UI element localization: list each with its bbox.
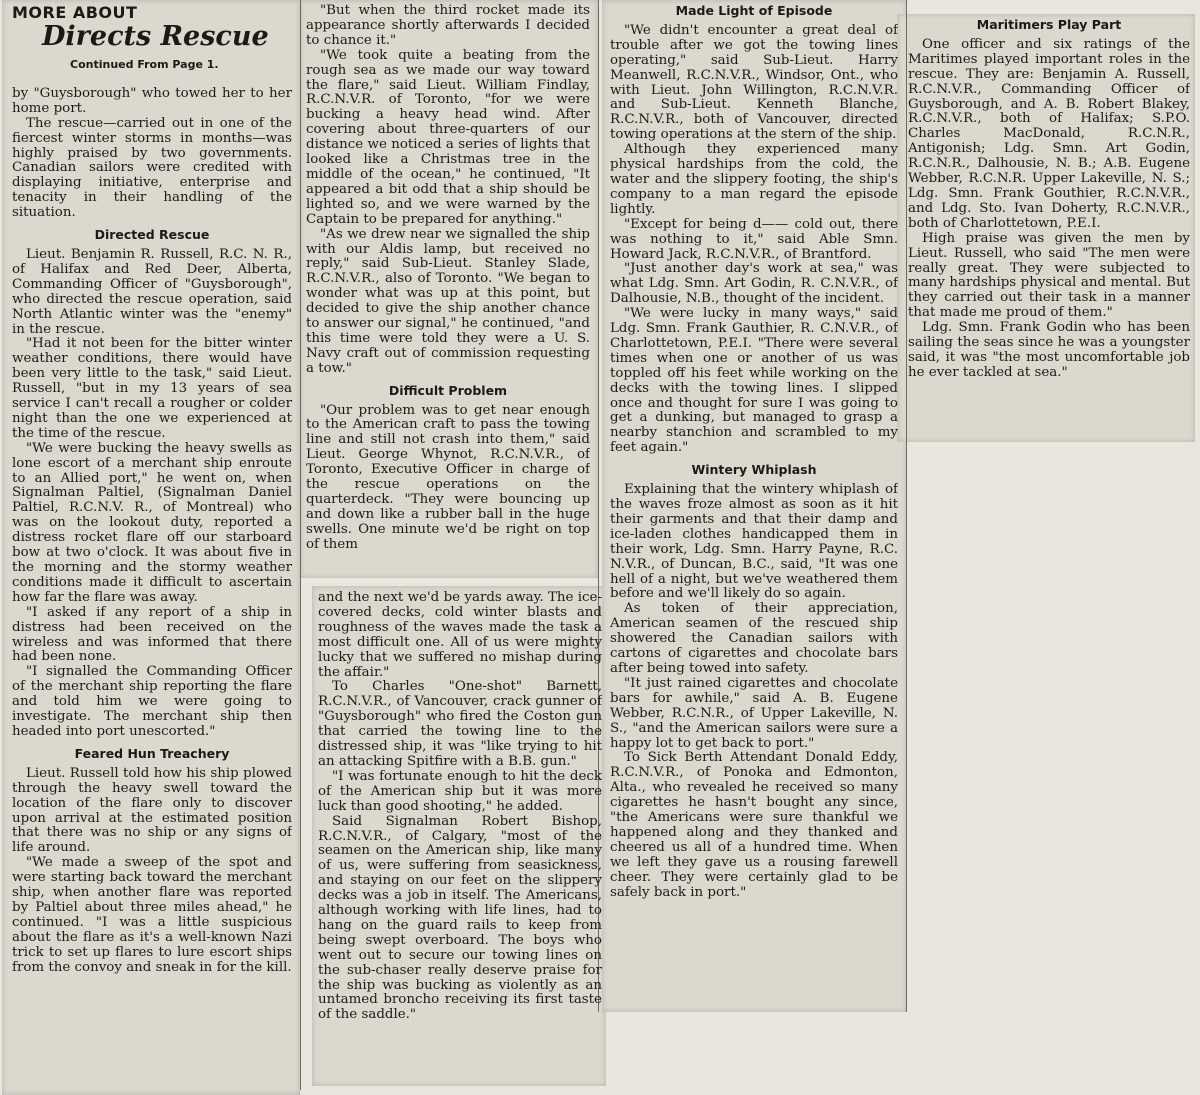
paragraph: "I asked if any report of a ship in distress had been received on the wireless and was informed that there had been none. — [12, 604, 292, 665]
paragraph: The rescue—carried out in one of the fiercest winter storms in months—was highly praised by two governments. Canadian sailors were credited with displaying initiative, enterprise and tenacity in their handling of the situation. — [12, 115, 292, 221]
paragraph: Ldg. Smn. Frank Godin who has been sailing the seas since he was a youngster said, it was "the most uncomfortable job he ever tackled at sea." — [908, 320, 1190, 380]
headline: Directs Rescue — [42, 21, 269, 52]
paragraph: "We made a sweep of the spot and were starting back toward the merchant ship, when another flare was reported by Paltiel about three miles ahead," he continued. "I was a little suspicious about the flare as it's a well-known Nazi trick to set up flares to lure escort ships from the convoy and sneak in for the kill. — [12, 855, 292, 975]
article-column-2-bottom — [318, 591, 602, 1086]
subheading-made-light-of-episode: Made Light of Episode — [675, 4, 833, 18]
paragraph: "We took quite a beating from the rough sea as we made our way toward the flare," said Lieut. William Findlay, R.C.N.V.R. of Toronto, "for we were bucking a heavy head wind. After covering about three-quarters of our distance we noticed a series of lights that looked like a Christmas tree in the middle of the ocean," he continued, "It appeared a bit odd that a ship should be lighted so, and we were warned by the Captain to be prepared for anything." — [306, 47, 590, 227]
paragraph: "We didn't encounter a great deal of trouble after we got the towing lines operating," said Sub-Lieut. Harry Meanwell, R.C.N.V.R., Windsor, Ont., who with Lieut. John Willington, R.C.N.V.R. and Sub-Lieut. Kenneth Blanche, R.C.N.V.R., both of Vancouver, directed towing operations at the stern of the ship. — [610, 22, 898, 143]
article-column-4 — [908, 18, 1190, 438]
paragraph: "We were lucky in many ways," said Ldg. Smn. Frank Gauthier, R. C.N.V.R., of Charlottetown, P.E.I. "There were several times when one or another of us was toppled off his feet while working on the decks with the towing lines. I slipped once and thought for sure I was going to get a dunking, but managed to grasp a nearby stanchion and scrambled to my feet again." — [610, 306, 898, 456]
subheading-directed-rescue: Directed Rescue — [94, 227, 210, 243]
paragraph: "Our problem was to get near enough to the American craft to pass the towing line and still not crash into them," said Lieut. George Whynot, R.C.N.V.R., of Toronto, Executive Officer in charge of the rescue operations on the quarterdeck. "They were bouncing up and down like a rubber ball in the huge swells. One minute we'd be right on top of them — [306, 402, 590, 552]
paragraph: "Except for being d—— cold out, there was nothing to it," said Able Smn. Howard Jack, R.C.N.V.R., of Brantford. — [610, 216, 898, 262]
column-rule — [300, 0, 301, 1090]
paragraph: To Charles "One-shot" Barnett, R.C.N.V.R., of Vancouver, crack gunner of "Guysborough" who fired the Coston gun that carried the towing line to the distressed ship, it was "like trying to hit an attacking Spitfire with a B.B. gun." — [318, 679, 602, 769]
paragraph: To Sick Berth Attendant Donald Eddy, R.C.N.V.R., of Ponoka and Edmonton, Alta., who revealed he received so many cigarettes he hasn't bought any since, "the Americans were sure thankful we happened along and they thanked and cheered us all of a hundred time. When we left they gave us a rousing farewell cheer. They were certainly glad to be safely back in port." — [610, 750, 898, 900]
paragraph: "We were bucking the heavy swells as lone escort of a merchant ship enroute to an Allied port," he went on, when Signalman Paltiel, (Signalman Daniel Paltiel, R.C.N.V. R., of Montreal) who was on the lookout duty, reported a distress rocket flare off our starboard bow at two o'clock. It was about five in the morning and the stormy weather conditions made it difficult to ascertain how far the flare was away. — [12, 440, 292, 605]
paragraph: "Just another day's work at sea," was what Ldg. Smn. Art Godin, R. C.N.V.R., of Dalhousie, N.B., thought of the incident. — [610, 261, 898, 307]
paragraph: "As we drew near we signalled the ship with our Aldis lamp, but received no reply," said Sub-Lieut. Stanley Slade, R.C.N.V.R., also of Toronto. "We began to wonder what was up at this point, but decided to give the ship another chance to answer our signal," he continued, "and this time were told they were a U. S. Navy craft out of commission requesting a tow." — [306, 226, 590, 376]
column-rule — [906, 0, 907, 1012]
subheading-wintery-whiplash: Wintery Whiplash — [691, 462, 817, 478]
subheading-feared-hun-treachery: Feared Hun Treachery — [74, 745, 230, 761]
subheading-maritimers-play-part: Maritimers Play Part — [976, 18, 1122, 32]
paragraph: Explaining that the wintery whiplash of the waves froze almost as soon as it hit their garments and that their damp and ice-laden clothes handicapped them in their work, Ldg. Smn. Harry Payne, R.C. N.V.R., of Duncan, B.C., said, "It was one hell of a night, but we've weathered them before and we'll likely do so again. — [610, 482, 898, 602]
continued-from-page: Continued From Page 1. — [70, 58, 219, 71]
paragraph: Said Signalman Robert Bishop, R.C.N.V.R., of Calgary, "most of the seamen on the American ship, like many of us, were suffering from seasickness, and staying on our feet on the slippery decks was a job in itself. The Americans, although working with life lines, had to hang on the guard rails to keep from being swept overboard. The boys who went out to secure our towing lines on the sub-chaser really deserve praise for the ship was bucking as violently as an untamed broncho receiving its first taste of the saddle." — [318, 813, 602, 1023]
paragraph: by "Guysborough" who towed her to her home port. — [12, 85, 292, 116]
paragraph: "It just rained cigarettes and chocolate bars for awhile," said A. B. Eugene Webber, R.C.N.R., of Upper Lakeville, N. S., "and the American sailors were sure a happy lot to get back to port." — [610, 675, 898, 751]
article-column-1 — [12, 4, 292, 1094]
paragraph: "Had it not been for the bitter winter weather conditions, there would have been very little to the task," said Lieut. Russell, "but in my 13 years of sea service I can't recall a rougher or colder night than the one we experienced at the time of the rescue. — [12, 336, 292, 441]
paragraph: Lieut. Benjamin R. Russell, R.C. N. R., of Halifax and Red Deer, Alberta, Commanding Officer of "Guysborough", who directed the rescue operation, said North Atlantic winter was the "enemy" in the rescue. — [12, 246, 292, 337]
paragraph: "I signalled the Commanding Officer of the merchant ship reporting the flare and told him we were going to investigate. The merchant ship then headed into port unescorted." — [12, 664, 292, 739]
paragraph: One officer and six ratings of the Maritimes played important roles in the rescue. They are: Benjamin A. Russell, R.C.N.V.R., Commanding Officer of Guysborough, and A. B. Robert Blakey, R.C.N.V.R., both of Halifax; S.P.O. Charles MacDonald, R.C.N.R., Antigonish; Ldg. Smn. Art Godin, R.C.N.R., Dalhousie, N. B.; A.B. Eugene Webber, R.C.N.R. Upper Lakeville, N. S.; Ldg. Smn. Frank Gouthier, R.C.N.V.R., and Ldg. Sto. Ivan Doherty, R.C.N.V.R., both of Charlottetown, P.E.I. — [908, 36, 1190, 231]
article-column-3 — [610, 4, 898, 1008]
subheading-difficult-problem: Difficult Problem — [388, 382, 508, 398]
article-column-2-top — [306, 4, 590, 576]
paragraph: Although they experienced many physical hardships from the cold, the water and the slippery footing, the ship's company to a man regard the episode lightly. — [610, 142, 898, 217]
paragraph: Lieut. Russell told how his ship plowed through the heavy swell toward the location of the flare only to discover upon arrival at the estimated position that there was no ship or any signs of life around. — [12, 765, 292, 856]
paragraph: and the next we'd be yards away. The ice-covered decks, cold winter blasts and roughness of the waves made the task a most difficult one. All of us were mighty lucky that we suffered no mishap during the affair." — [318, 591, 602, 680]
kicker-more-about: MORE ABOUT — [12, 4, 138, 22]
paragraph: High praise was given the men by Lieut. Russell, who said "The men were really great. They were subjected to many hardships physical and mental. But they carried out their task in a manner that made me proud of them." — [908, 230, 1190, 321]
paragraph: "I was fortunate enough to hit the deck of the American ship but it was more luck than good shooting," he added. — [318, 768, 602, 814]
paragraph: "But when the third rocket made its appearance shortly afterwards I decided to chance it." — [306, 4, 590, 48]
paragraph: As token of their appreciation, American seamen of the rescued ship showered the Canadian sailors with cartons of cigarettes and chocolate bars after being towed into safety. — [610, 601, 898, 676]
